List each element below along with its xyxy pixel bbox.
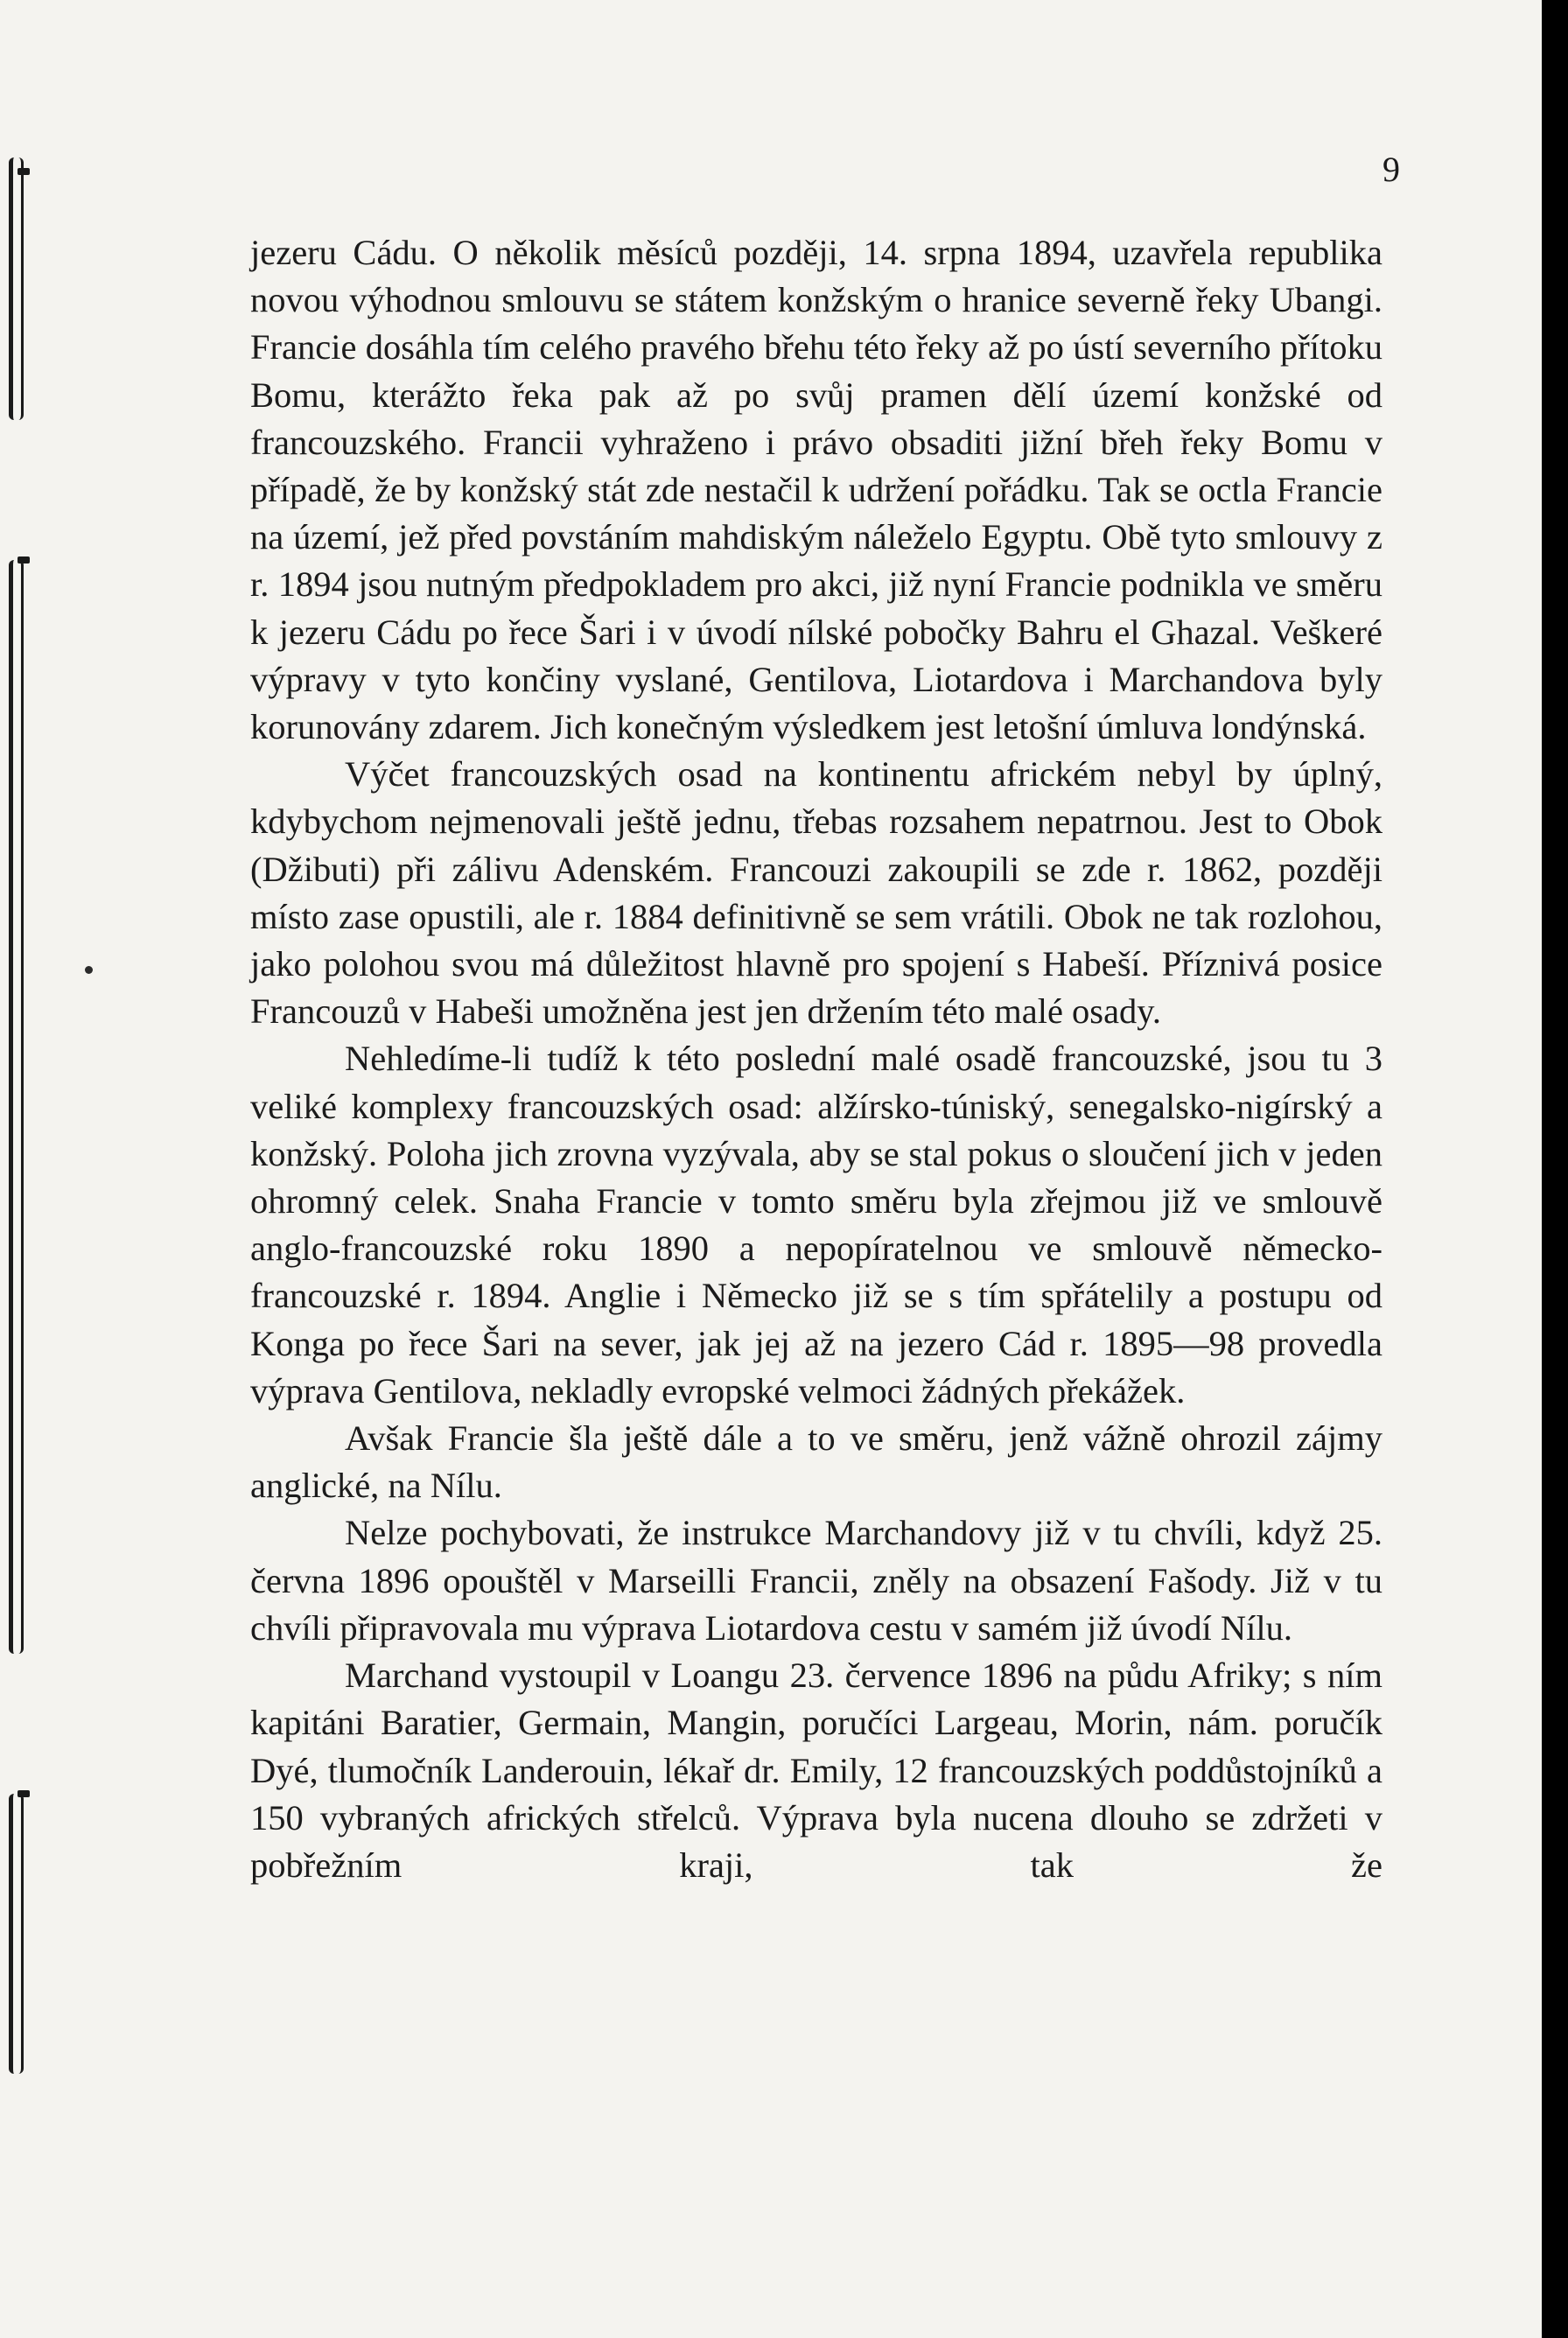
paragraph-2: Výčet francouzských osad na kontinentu africkém nebyl by úplný, kdybychom nejmenovali ještě jednu, třebas rozsahem nepatrnou. Jest to Obok (Džibuti) při zálivu Adenském. Francouzi zakoupili se zde r. 1862, později místo zase opustili, ale r. 1884 definitivně se sem vrátili. Obok ne tak rozlohou, jako polohou svou má důležitost hlavně pro spojení s Habeší. Příznivá posice Francouzů v Habeši umožněna jest jen držením této malé osady. xyxy=(250,754,1382,1032)
page-text-body xyxy=(250,229,1382,1889)
binding-mark xyxy=(9,158,24,420)
binding-tick xyxy=(18,1790,30,1797)
binding-mark xyxy=(9,560,24,1654)
margin-dot xyxy=(85,966,93,974)
page-number: 9 xyxy=(1382,150,1400,189)
binding-tick xyxy=(18,168,30,175)
paragraph-1: jezeru Cádu. O několik měsíců později, 14. srpna 1894, uzavřela republika novou výhodnou smlouvu se státem konžským o hranice severně řeky Ubangi. Francie dosáhla tím celého pravého břehu této řeky až po ústí severního přítoku Bomu, kterážto řeka pak až po svůj pramen dělí území konžské od francouzského. Francii vyhraženo i právo obsaditi jižní břeh řeky Bomu v případě, že by konžský stát zde nestačil k udržení pořádku. Tak se octla Francie na území, jež před povstáním mahdiským náleželo Egyptu. Obě tyto smlouvy z r. 1894 jsou nutným předpokladem pro akci, již nyní Francie podnikla ve směru k jezeru Cádu po řece Šari i v úvodí nílské pobočky Bahru el Ghazal. Veškeré výpravy v tyto končiny vyslané, Gentilova, Liotardova i Marchandova byly korunovány zdarem. Jich konečným výsledkem jest letošní úmluva londýnská. xyxy=(250,233,1382,747)
paragraph-4: Avšak Francie šla ještě dále a to ve směru, jenž vážně ohrozil zájmy anglické, na Nílu. xyxy=(250,1418,1382,1506)
paragraph-3: Nehledíme-li tudíž k této poslední malé osadě francouzské, jsou tu 3 veliké komplexy francouzských osad: alžírsko-túniský, senegalsko-nigírský a konžský. Poloha jich zrovna vyzývala, aby se stal pokus o sloučení jich v jeden ohromný celek. Snaha Francie v tomto směru byla zřejmou již ve smlouvě anglo-francouzské roku 1890 a nepopíratelnou ve smlouvě německo-francouzské r. 1894. Anglie i Německo již se s tím spřátelily a postupu od Konga po řece Šari na sever, jak jej až na jezero Cád r. 1895—98 provedla výprava Gentilova, nekladly evropské velmoci žádných překážek. xyxy=(250,1039,1382,1410)
binding-mark xyxy=(9,1794,24,2074)
page-binding-edge xyxy=(0,0,26,2338)
paragraph-5: Nelze pochybovati, že instrukce Marchandovy již v tu chvíli, když 25. června 1896 opouštěl v Marseilli Francii, zněly na obsazení Fašody. Již v tu chvíli připravovala mu výprava Liotardova cestu v samém již úvodí Nílu. xyxy=(250,1513,1382,1648)
binding-tick xyxy=(18,556,30,564)
paragraph-6: Marchand vystoupil v Loangu 23. července 1896 na půdu Afriky; s ním kapitáni Baratier, Germain, Mangin, poručíci Largeau, Morin, nám. poručík Dyé, tlumočník Landerouin, lékař dr. Emily, 12 francouzských poddůstojníků a 150 vybraných afrických střelců. Výprava byla nucena dlouho se zdržeti v pobřežním kraji, tak že xyxy=(250,1656,1382,1885)
